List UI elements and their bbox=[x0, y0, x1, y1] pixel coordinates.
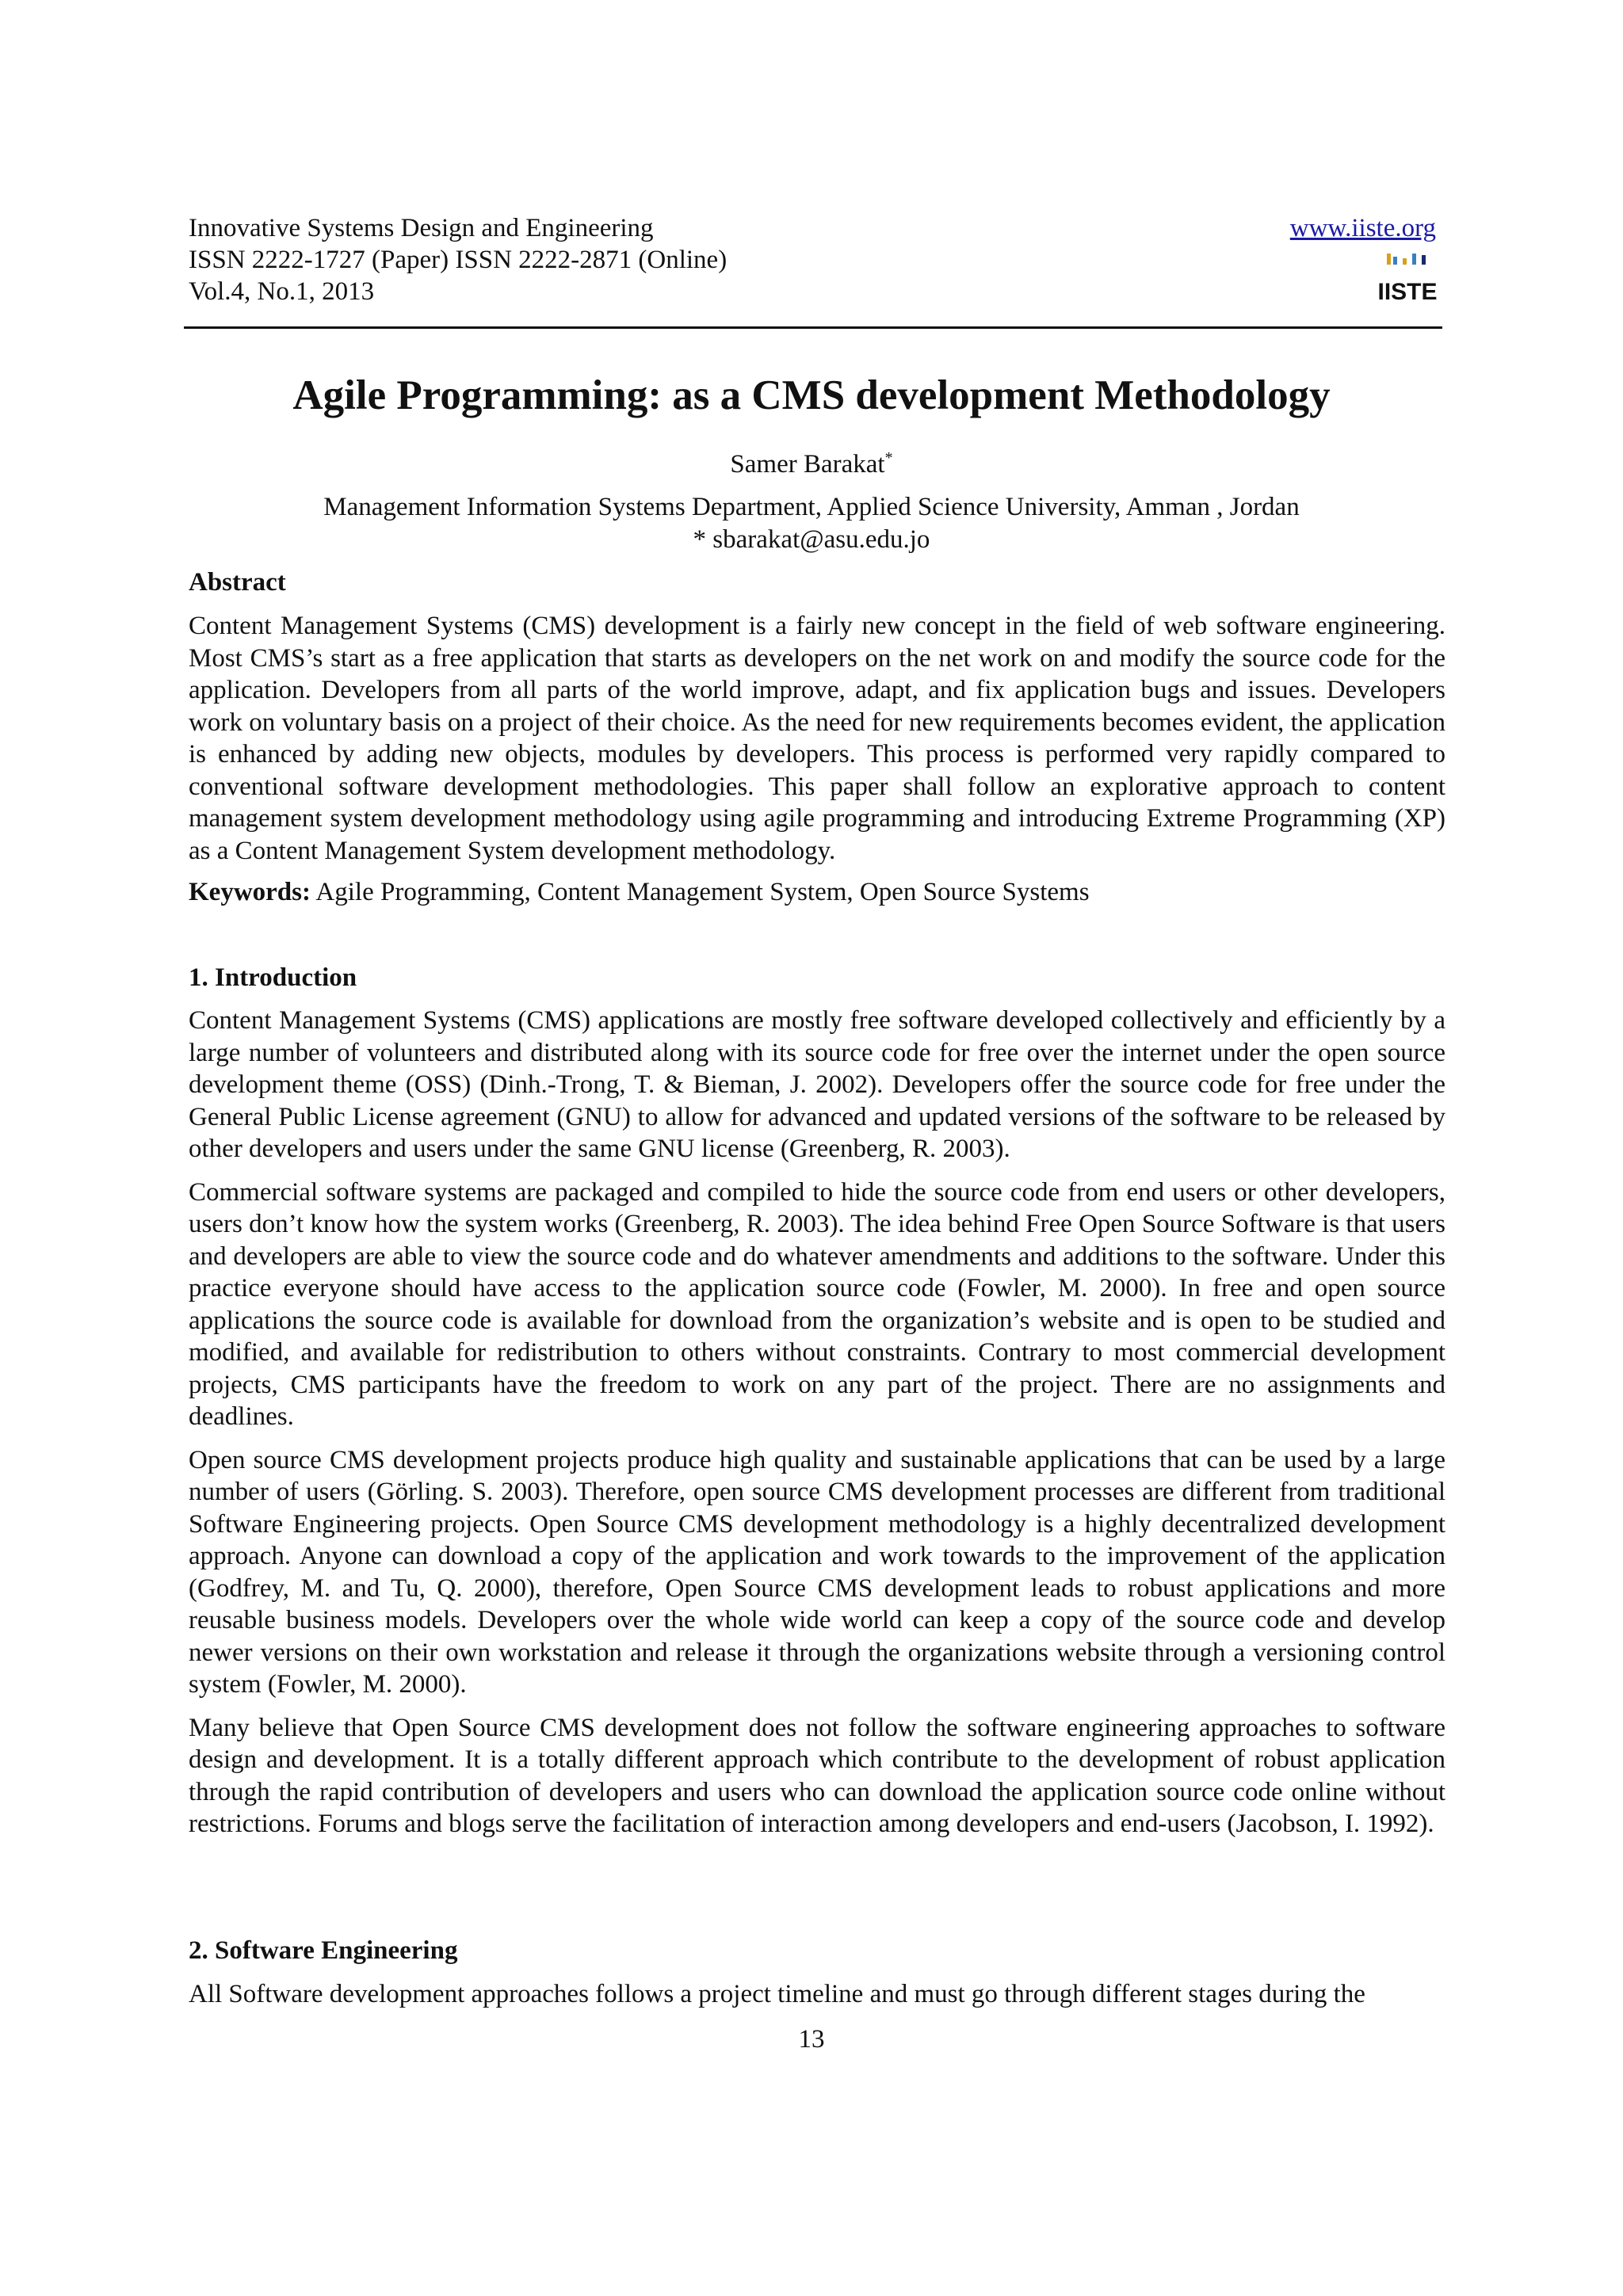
paragraph: Content Management Systems (CMS) applications are mostly free software developed collectively and efficiently by a large number of volunteers and distributed along with its source code for free over the internet under the open source development theme (OSS) (Dinh.-Trong, T. & Bieman, J. 2002). Developers offer the source code for free under the General Public License agreement (GNU) to allow for advanced and updated versions of the software to be released by other developers and users under the same GNU license (Greenberg, R. 2003). bbox=[189, 1006, 1445, 1163]
author-email: * sbarakat@asu.edu.jo bbox=[693, 525, 930, 554]
affiliation-block bbox=[0, 491, 1623, 556]
journal-website-link[interactable]: www.iiste.org bbox=[1289, 214, 1436, 242]
keywords-text: Agile Programming, Content Management System, Open Source Systems bbox=[310, 878, 1090, 906]
page-number: 13 bbox=[798, 2025, 825, 2054]
abstract-body bbox=[189, 610, 1445, 878]
section-heading-software-engineering: 2. Software Engineering bbox=[189, 1936, 458, 1965]
abstract-heading: Abstract bbox=[189, 568, 286, 597]
journal-volume: Vol.4, No.1, 2013 bbox=[189, 277, 375, 306]
paragraph: Many believe that Open Source CMS development does not follow the software engineering approaches to software design and development. It is a totally different approach which contribute to the development of robust application through the rapid contribution of developers and users who can download the application source code online without restrictions. Forums and blogs serve the facilitation of interaction among developers and end-users (Jacobson, I. 1992). bbox=[189, 1713, 1445, 1838]
abstract-text: Content Management Systems (CMS) development is a fairly new concept in the field of web software engineering. Most CMS’s start as a free application that starts as developers on the net work on and modify the source code for the application. Developers from all parts of the world improve, adapt, and fix application bugs and issues. Developers work on voluntary basis on a project of their choice. As the need for new requirements becomes evident, the application is enhanced by adding new objects, modules by developers. This process is performed very rapidly compared to conventional software development methodologies. This paper shall follow an explorative approach to content management system development methodology using agile programming and introducing Extreme Programming (XP) as a Content Management System development methodology. bbox=[189, 612, 1445, 865]
paragraph: Open source CMS development projects produce high quality and sustainable applications that can be used by a large number of users (Görling. S. 2003). Therefore, open source CMS development processes are different from traditional Software Engineering projects. Open Source CMS development methodology is a highly decentralized development approach. Anyone can download a copy of the application and work towards to the improvement of the application (Godfrey, M. and Tu, Q. 2000), therefore, Open Source CMS development leads to robust applications and more reusable business models. Developers over the whole wide world can keep a copy of the source code and develop newer versions on their own workstation and release it through the organizations website through a versioning control system (Fowler, M. 2000). bbox=[189, 1445, 1445, 1699]
paper-title: Agile Programming: as a CMS development Methodology bbox=[292, 372, 1331, 418]
software-engineering-body bbox=[189, 1978, 1445, 2022]
author-line bbox=[0, 448, 1623, 480]
affiliation: Management Information Systems Department, Applied Science University, Amman , Jordan bbox=[323, 493, 1300, 521]
iiste-logo bbox=[1377, 252, 1438, 306]
journal-issn: ISSN 2222-1727 (Paper) ISSN 2222-2871 (Online) bbox=[189, 246, 727, 274]
author-name: Samer Barakat bbox=[730, 450, 885, 479]
section-heading-introduction: 1. Introduction bbox=[189, 963, 357, 992]
header-rule bbox=[184, 326, 1442, 329]
keywords-label: Keywords: bbox=[189, 878, 311, 906]
paragraph: All Software development approaches follows a project timeline and must go through different stages during the bbox=[189, 1980, 1365, 2008]
keywords-line bbox=[189, 876, 1090, 908]
introduction-body bbox=[189, 1005, 1445, 1852]
journal-header bbox=[189, 212, 727, 307]
logo-text: IISTE bbox=[1377, 279, 1438, 305]
journal-name: Innovative Systems Design and Engineering bbox=[189, 214, 654, 242]
paragraph: Commercial software systems are packaged and compiled to hide the source code from end users or other developers, users don’t know how the system works (Greenberg, R. 2003). The idea behind Free Open Source Software is that users and developers are able to view the source code and do whatever amendments and additions to the software. Under this practice everyone should have access to the application source code (Fowler, M. 2000). In free and open source applications the source code is available for download from the organization’s website and is open to be studied and modified, and available for redistribution to others without constraints. Contrary to most commercial development projects, CMS participants have the freedom to work on any part of the project. There are no assignments and deadlines. bbox=[189, 1177, 1445, 1431]
author-mark: * bbox=[884, 449, 893, 467]
